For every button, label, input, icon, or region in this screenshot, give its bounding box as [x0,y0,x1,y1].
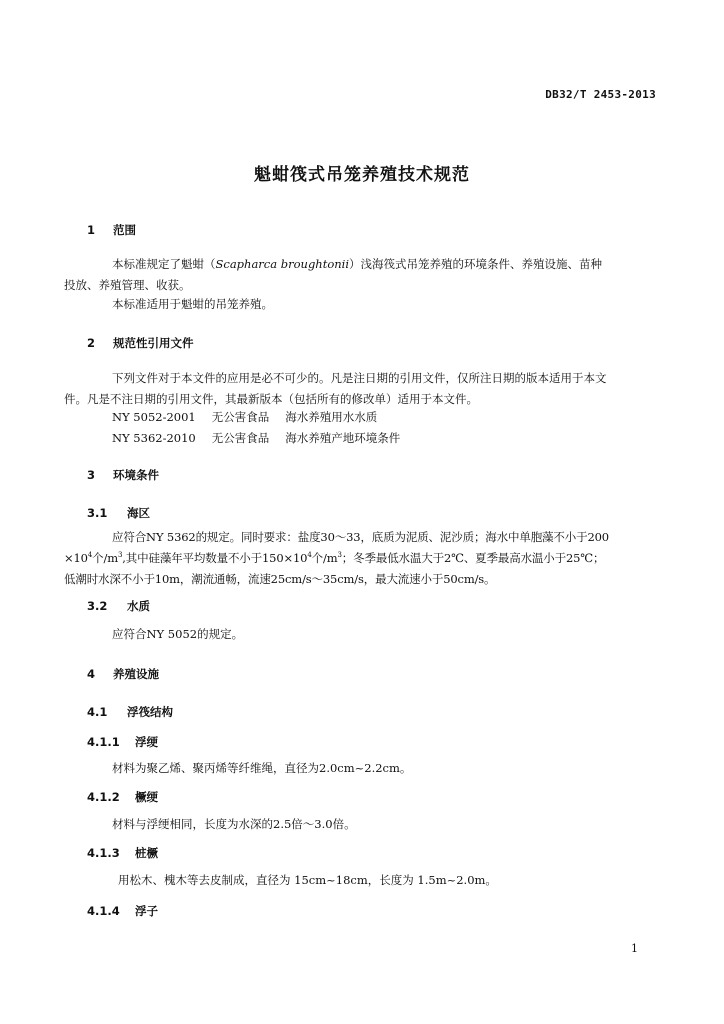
section-number: 4.1 [87,705,108,719]
reference-category: 无公害食品 [211,410,270,424]
section-4-1-3-paragraph: 用松木、槐木等去皮制成，直径为 15cm~18cm，长度为 1.5m~2.0m。 [118,873,497,887]
section-3-heading [87,467,159,483]
section-1-heading [87,222,136,238]
section-4-1-2-heading [87,789,158,805]
section-3-1-paragraph [64,527,658,590]
text-run: ；冬季最低水温大于2℃、夏季最高水温小于25℃； [341,551,605,565]
section-number: 4.1.3 [87,846,120,860]
reference-item [112,430,400,446]
text-run: ）浅海筏式吊笼养殖的环境条件、养殖设施、苗种 [349,257,603,271]
section-1-paragraph-1 [64,254,658,296]
section-number: 4.1.4 [87,904,120,918]
section-4-1-4-heading [87,903,158,919]
text-run: ,其中硅藻年平均数量不小于150×10 [122,551,308,565]
document-title: 魁蚶筏式吊笼养殖技术规范 [254,165,470,185]
section-title: 养殖设施 [113,667,159,681]
species-name: Scapharca broughtonii [215,257,350,271]
text-run: 本标准规定了魁蚶（ [112,257,216,271]
section-4-1-2-paragraph: 材料与浮绠相同，长度为水深的2.5倍～3.0倍。 [112,817,356,831]
section-2-heading [87,335,194,351]
reference-name: 海水养殖产地环境条件 [285,431,401,445]
section-number: 3 [87,468,96,482]
text-run: 投放、养殖管理、收获。 [64,278,191,292]
text-run: 件。凡是不注日期的引用文件，其最新版本（包括所有的修改单）适用于本文件。 [64,392,478,406]
section-4-1-1-heading [87,734,158,750]
section-title: 海区 [127,506,150,520]
section-number: 4.1.1 [87,735,120,749]
superscript: 3 [117,551,123,560]
reference-item [112,409,377,425]
section-title: 浮子 [135,904,158,918]
reference-category: 无公害食品 [211,431,270,445]
text-run: 个/m [92,551,118,565]
section-number: 3.1 [87,506,108,520]
page-number: 1 [631,942,638,955]
superscript: 4 [87,551,93,560]
section-4-1-1-paragraph: 材料为聚乙烯、聚丙烯等纤维绳，直径为2.0cm~2.2cm。 [112,761,412,775]
section-title: 水质 [127,599,150,613]
section-number: 3.2 [87,599,108,613]
reference-name: 海水养殖用水水质 [285,410,378,424]
section-title: 规范性引用文件 [113,336,194,350]
section-number: 1 [87,223,96,237]
section-3-2-paragraph: 应符合NY 5052的规定。 [112,627,244,641]
section-4-1-heading [87,704,173,720]
section-title: 范围 [113,223,136,237]
superscript: 4 [307,551,312,560]
text-run: 低潮时水深不小于10m，潮流通畅，流速25cm/s～35cm/s，最大流速小于50cm/s。 [64,572,496,586]
reference-code: NY 5052-2001 [112,410,196,424]
section-1-paragraph-2: 本标准适用于魁蚶的吊笼养殖。 [112,297,273,311]
section-title: 桩橛 [135,846,158,860]
section-title: 环境条件 [113,468,159,482]
section-number: 4.1.2 [87,790,120,804]
section-number: 4 [87,667,96,681]
text-run: 应符合NY 5362的规定。同时要求：盐度30～33，底质为泥质、泥沙质；海水中单胞藻不小于200 [112,530,609,544]
section-title: 浮筏结构 [127,705,173,719]
section-title: 浮绠 [135,735,158,749]
section-3-1-heading [87,505,150,521]
section-4-heading [87,666,159,682]
text-run: ×10 [64,551,88,565]
standard-code: DB32/T 2453-2013 [545,88,656,101]
section-number: 2 [87,336,96,350]
section-3-2-heading [87,598,150,614]
reference-code: NY 5362-2010 [112,431,196,445]
text-run: 个/m [311,551,338,565]
text-run: 下列文件对于本文件的应用是必不可少的。凡是注日期的引用文件，仅所注日期的版本适用于本文 [112,371,607,385]
section-2-paragraph-1 [64,368,658,410]
section-4-1-3-heading [87,845,158,861]
section-title: 橛绠 [135,790,158,804]
superscript: 3 [337,551,342,560]
